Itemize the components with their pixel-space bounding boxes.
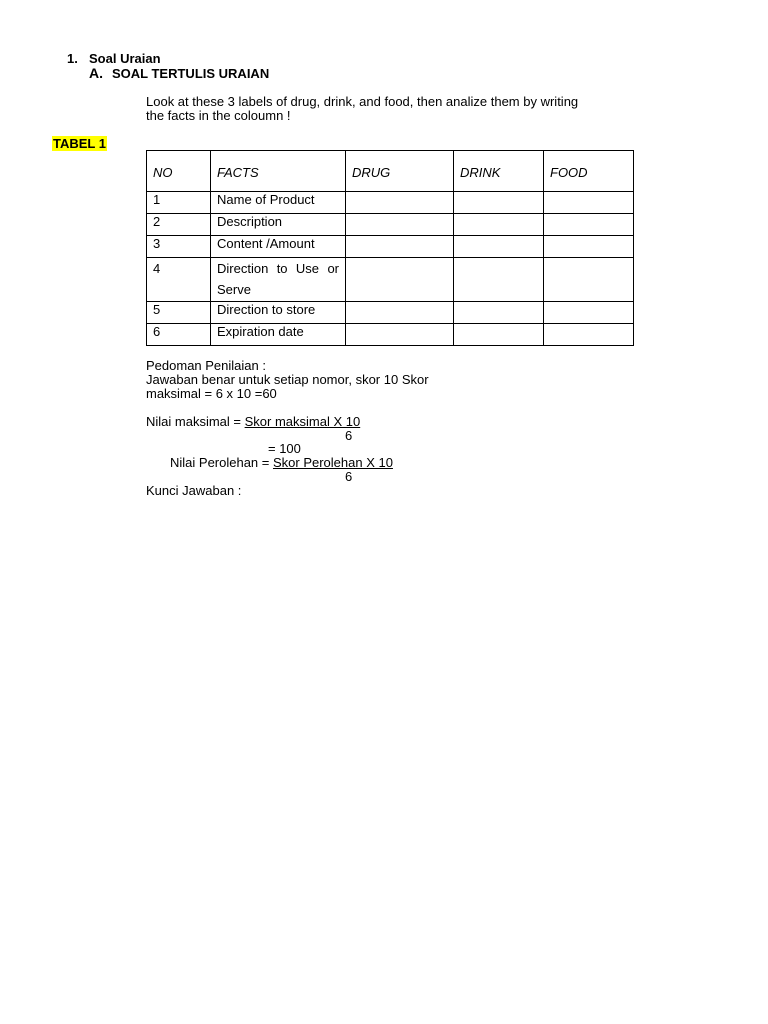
row-fact: Description [211, 214, 346, 236]
row-fact: Direction to store [211, 302, 346, 324]
scoring-title: Pedoman Penilaian : [146, 358, 266, 373]
drink-cell[interactable] [454, 302, 544, 324]
row-number: 6 [147, 324, 211, 346]
row-fact: Name of Product [211, 192, 346, 214]
table-row [147, 302, 634, 324]
drug-cell[interactable] [346, 236, 454, 258]
table-row [147, 236, 634, 258]
max-score-formula [146, 414, 360, 429]
row-fact: Expiration date [211, 324, 346, 346]
food-cell[interactable] [544, 324, 634, 346]
instruction-line-2: the facts in the coloumn ! [146, 108, 291, 123]
row-fact: Content /Amount [211, 236, 346, 258]
row-number: 4 [147, 258, 211, 302]
table-row [147, 192, 634, 214]
row-number: 2 [147, 214, 211, 236]
row-number: 5 [147, 302, 211, 324]
header-drink: DRINK [454, 151, 544, 192]
food-cell[interactable] [544, 236, 634, 258]
row-number: 3 [147, 236, 211, 258]
drug-cell[interactable] [346, 192, 454, 214]
drug-cell[interactable] [346, 302, 454, 324]
drink-cell[interactable] [454, 324, 544, 346]
row-fact-word: Direction [217, 261, 269, 276]
obtained-score-formula [170, 455, 393, 470]
section-number: 1. [67, 51, 78, 66]
food-cell[interactable] [544, 302, 634, 324]
table-row [147, 258, 634, 302]
header-food: FOOD [544, 151, 634, 192]
drink-cell[interactable] [454, 236, 544, 258]
row-fact [211, 258, 346, 302]
max-score-label: Nilai maksimal = [146, 414, 245, 429]
max-score-numerator: Skor maksimal X 10 [244, 414, 361, 429]
drug-cell[interactable] [346, 324, 454, 346]
row-fact-word: to [276, 261, 288, 276]
row-fact-word: Use [295, 261, 320, 276]
section-title: Soal Uraian [89, 51, 161, 66]
header-facts: FACTS [211, 151, 346, 192]
drug-cell[interactable] [346, 258, 454, 302]
header-no: NO [147, 151, 211, 192]
obtained-score-label: Nilai Perolehan = [170, 455, 273, 470]
food-cell[interactable] [544, 214, 634, 236]
table-label: TABEL 1 [53, 136, 106, 151]
drink-cell[interactable] [454, 214, 544, 236]
drink-cell[interactable] [454, 258, 544, 302]
instruction-line-1: Look at these 3 labels of drug, drink, and food, then analize them by writing [146, 94, 579, 109]
max-score-denominator: 6 [345, 428, 353, 443]
scoring-line-1: Jawaban benar untuk setiap nomor, skor 10 Skor [146, 372, 429, 387]
row-fact-line-2: Serve [217, 282, 251, 297]
scoring-line-2: maksimal = 6 x 10 =60 [146, 386, 277, 401]
drink-cell[interactable] [454, 192, 544, 214]
row-fact-word: or [327, 261, 339, 276]
max-score-result: = 100 [268, 441, 301, 456]
facts-table [146, 150, 634, 346]
table-row [147, 324, 634, 346]
food-cell[interactable] [544, 192, 634, 214]
table-header-row [147, 151, 634, 192]
obtained-score-numerator: Skor Perolehan X 10 [272, 455, 393, 470]
obtained-score-denominator: 6 [345, 469, 353, 484]
table-row [147, 214, 634, 236]
subsection-title: SOAL TERTULIS URAIAN [112, 66, 270, 81]
row-number: 1 [147, 192, 211, 214]
drug-cell[interactable] [346, 214, 454, 236]
food-cell[interactable] [544, 258, 634, 302]
answer-key-label: Kunci Jawaban : [146, 483, 242, 498]
header-drug: DRUG [346, 151, 454, 192]
subsection-letter: A. [89, 65, 103, 81]
